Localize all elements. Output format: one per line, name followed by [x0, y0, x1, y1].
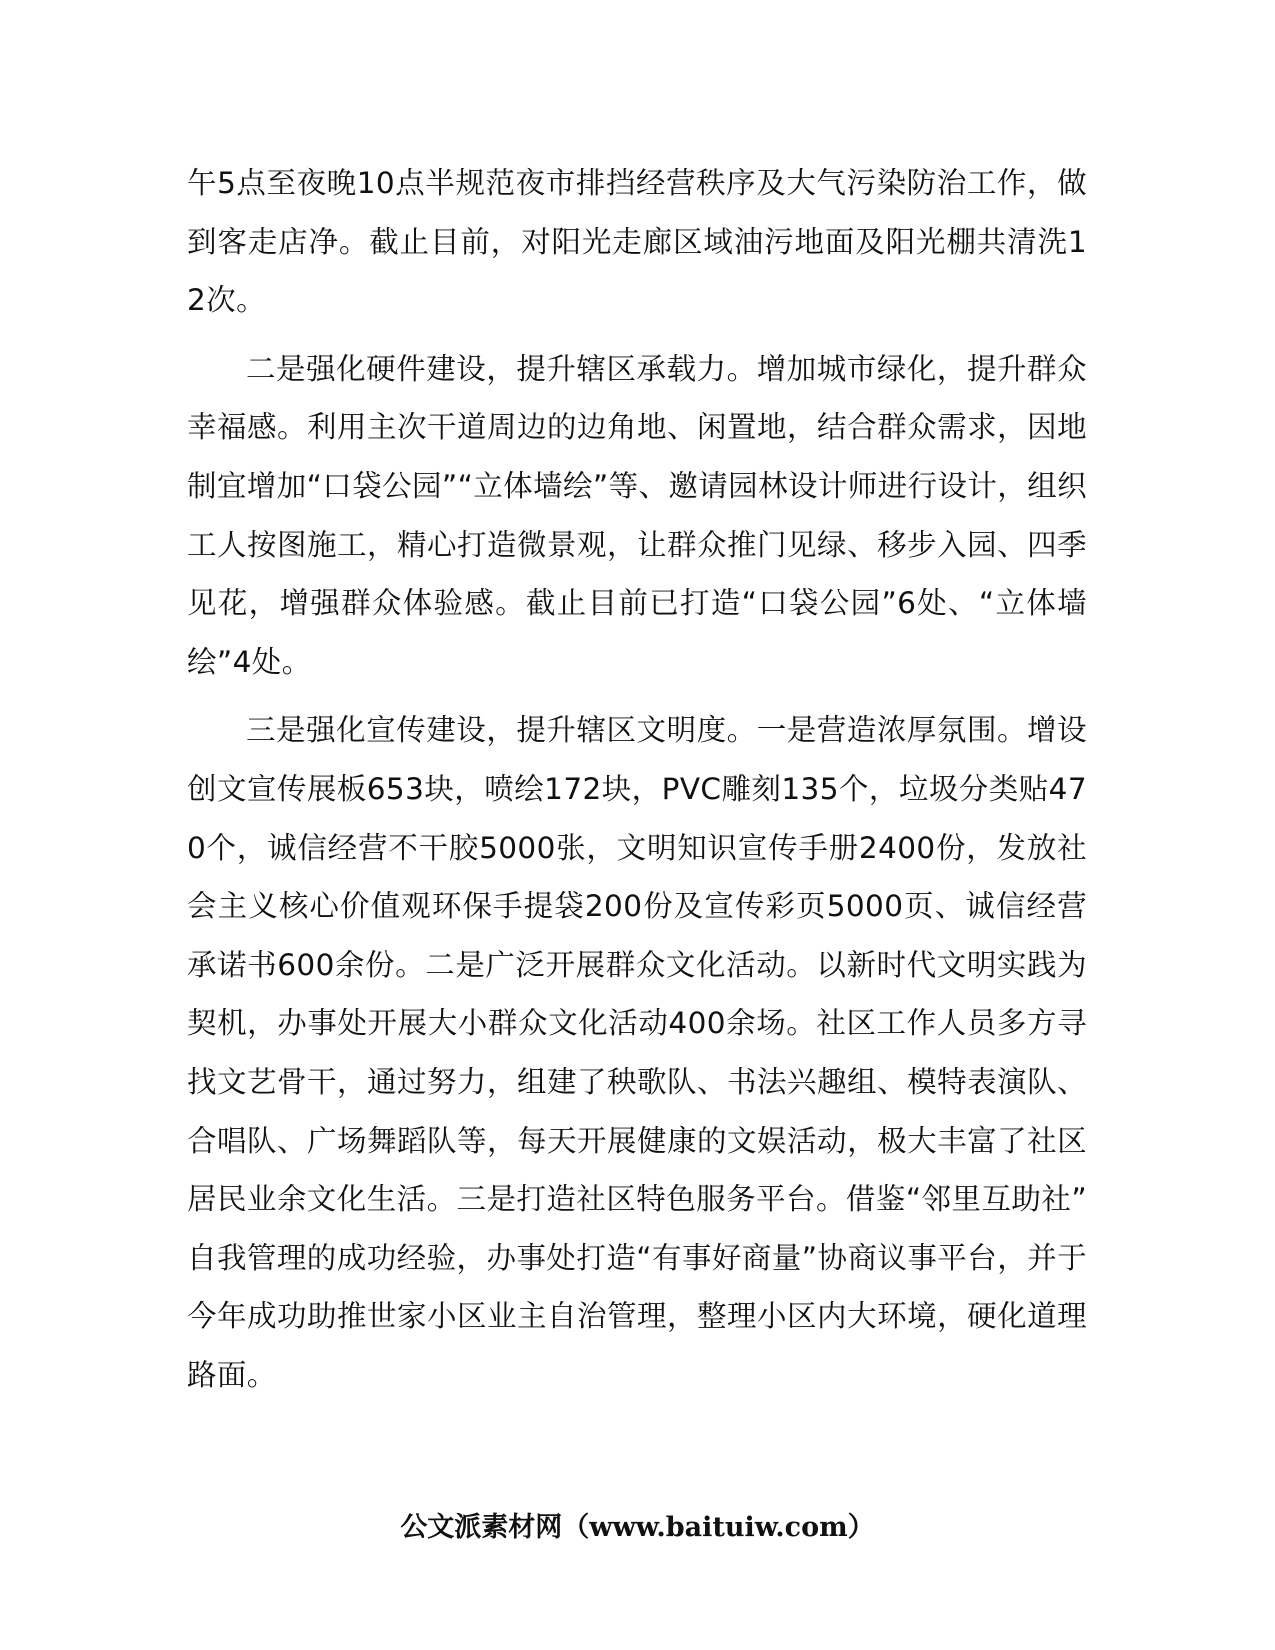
paragraph-1: 午5点至夜晚10点半规范夜市排挡经营秩序及大气污染防治工作，做到客走店净。截止目前，对阳光走廊区域油污地面及阳光棚共清洗12次。: [187, 166, 1087, 318]
document-body: [187, 154, 1087, 1404]
paragraph-3: 三是强化宣传建设，提升辖区文明度。一是营造浓厚氛围。增设创文宣传展板653块，喷绘172块，PVC雕刻135个，垃圾分类贴470个，诚信经营不干胶5000张，文明知识宣传手册2400份，发放社会主义核心价值观环保手提袋200份及宣传彩页5000页、诚信经营承诺书600余份。二是广泛开展群众文化活动。以新时代文明实践为契机，办事处开展大小群众文化活动400余场。社区工作人员多方寻找文艺骨干，通过努力，组建了秧歌队、书法兴趣组、模特表演队、合唱队、广场舞蹈队等，每天开展健康的文娱活动，极大丰富了社区居民业余文化生活。三是打造社区特色服务平台。借鉴“邻里互助社”自我管理的成功经验，办事处打造“有事好商量”协商议事平台，并于今年成功助推世家小区业主自治管理，整理小区内大环境，硬化道理路面。: [187, 713, 1087, 1392]
footer-watermark: 公文派素材网（www.baituiw.com）: [400, 1512, 875, 1543]
paragraph-2: 二是强化硬件建设，提升辖区承载力。增加城市绿化，提升群众幸福感。利用主次干道周边的边角地、闲置地，结合群众需求，因地制宜增加“口袋公园”“立体墙绘”等、邀请园林设计师进行设计，组织工人按图施工，精心打造微景观，让群众推门见绿、移步入园、四季见花，增强群众体验感。截止目前已打造“口袋公园”6处、“立体墙绘”4处。: [187, 351, 1087, 679]
